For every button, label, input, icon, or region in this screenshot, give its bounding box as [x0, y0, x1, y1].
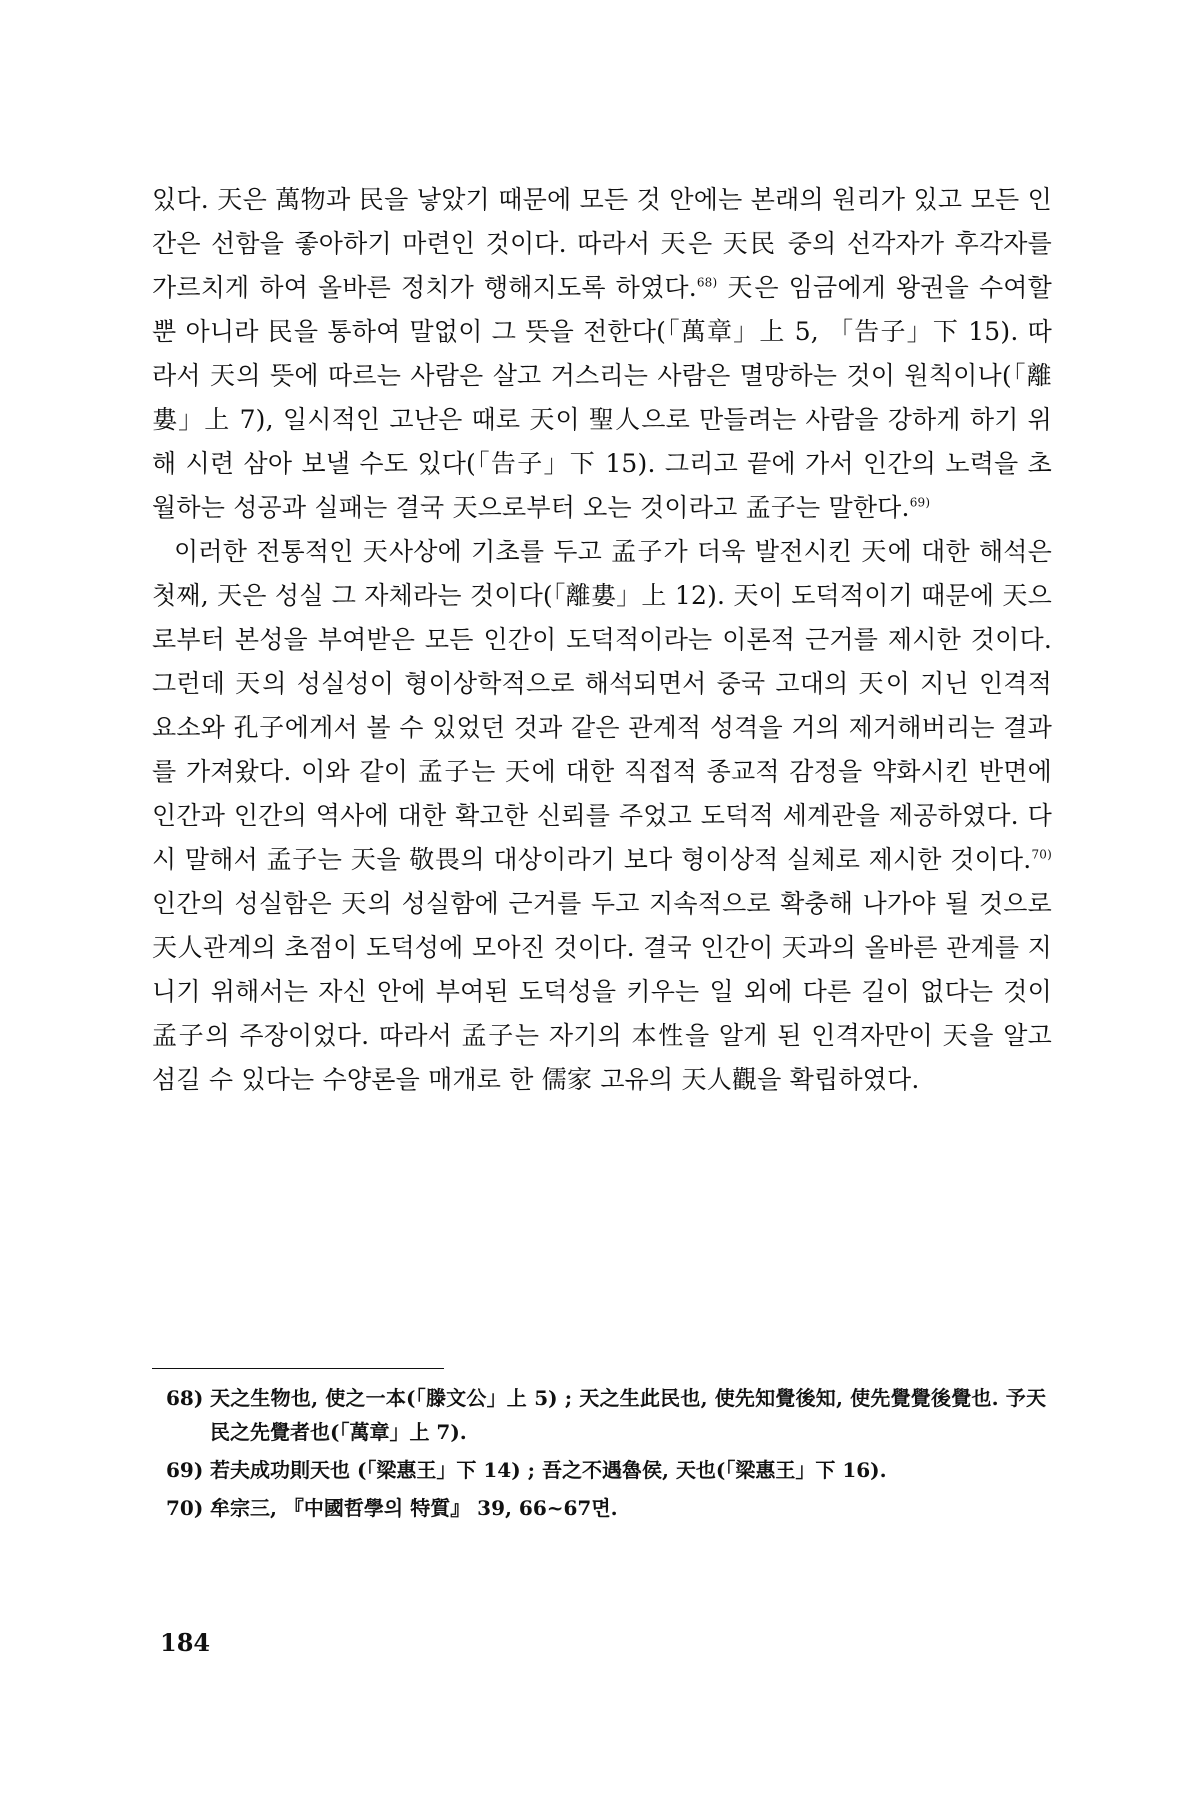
- footnotes: [166, 1381, 1046, 1529]
- footnote-ref-68: 68): [696, 275, 718, 290]
- main-text: [152, 178, 1052, 1102]
- paragraph-2-part-b: 인간의 성실함은 天의 성실함에 근거를 두고 지속적으로 확충해 나가야 될 것으로 天人관계의 초점이 도덕성에 모아진 것이다. 결국 인간이 天과의 올바른 관계를 지니기 위해서는 자신 안에 부여된 도덕성을 키우는 일 외에 다른 길이 없다는 것이 孟子의 주장이었다. 따라서 孟子는 자기의 本性을 알게 된 인격자만이 天을 알고 섬길 수 있다는 수양론을 매개로 한 儒家 고유의 天人觀을 확립하였다.: [152, 889, 1052, 1094]
- footnote-number: 69): [166, 1458, 204, 1482]
- footnote-70: [166, 1491, 1046, 1525]
- paragraph-1: [152, 178, 1052, 530]
- paragraph-2: [152, 530, 1052, 1102]
- paragraph-2-part-a: 이러한 전통적인 天사상에 기초를 두고 孟子가 더욱 발전시킨 天에 대한 해석은 첫째, 天은 성실 그 자체라는 것이다(「離婁」上 12). 天이 도덕적이기 때문에 天으로부터 본성을 부여받은 모든 인간이 도덕적이라는 이론적 근거를 제시한 것이다. 그런데 天의 성실성이 형이상학적으로 해석되면서 중국 고대의 天이 지닌 인격적 요소와 孔子에게서 볼 수 있었던 것과 같은 관계적 성격을 거의 제거해버리는 결과를 가져왔다. 이와 같이 孟子는 天에 대한 직접적 종교적 감정을 약화시킨 반면에 인간과 인간의 역사에 대한 확고한 신뢰를 주었고 도덕적 세계관을 제공하였다. 다시 말해서 孟子는 天을 敬畏의 대상이라기 보다 형이상적 실체로 제시한 것이다.: [152, 537, 1052, 874]
- paragraph-1-part-a: 있다. 天은 萬物과 民을 낳았기 때문에 모든 것 안에는 본래의 원리가 있고 모든 인간은 선함을 좋아하기 마련인 것이다. 따라서 天은 天民 중의 선각자가 후각자를 가르치게 하여 올바른 정치가 행해지도록 하였다.: [152, 185, 1052, 302]
- page-number: 184: [160, 1628, 211, 1657]
- footnote-text: 若夫成功則天也 (「梁惠王」下 14) ; 吾之不遇魯侯, 天也(「梁惠王」下 16).: [210, 1458, 887, 1482]
- footnote-ref-70: 70): [1031, 847, 1052, 862]
- footnote-68: [166, 1381, 1046, 1449]
- footnote-number: 70): [166, 1496, 204, 1520]
- footnote-number: 68): [166, 1386, 204, 1410]
- footnote-ref-69: 69): [909, 495, 931, 510]
- footnote-69: [166, 1453, 1046, 1487]
- footnote-divider: [152, 1368, 444, 1369]
- footnote-text: 牟宗三, 『中國哲學의 特質』 39, 66~67면.: [210, 1496, 618, 1520]
- paragraph-1-part-b: 天은 임금에게 왕권을 수여할 뿐 아니라 民을 통하여 말없이 그 뜻을 전한다(「萬章」上 5, 「告子」下 15). 따라서 天의 뜻에 따르는 사람은 살고 거스리는 사람은 멸망하는 것이 원칙이나(「離婁」上 7), 일시적인 고난은 때로 天이 聖人으로 만들려는 사람을 강하게 하기 위해 시련 삼아 보낼 수도 있다(「告子」下 15). 그리고 끝에 가서 인간의 노력을 초월하는 성공과 실패는 결국 天으로부터 오는 것이라고 孟子는 말한다.: [152, 273, 1052, 522]
- footnote-text: 天之生物也, 使之一本(「滕文公」上 5) ; 天之生此民也, 使先知覺後知, 使先覺覺後覺也. 予天民之先覺者也(「萬章」上 7).: [210, 1386, 1046, 1444]
